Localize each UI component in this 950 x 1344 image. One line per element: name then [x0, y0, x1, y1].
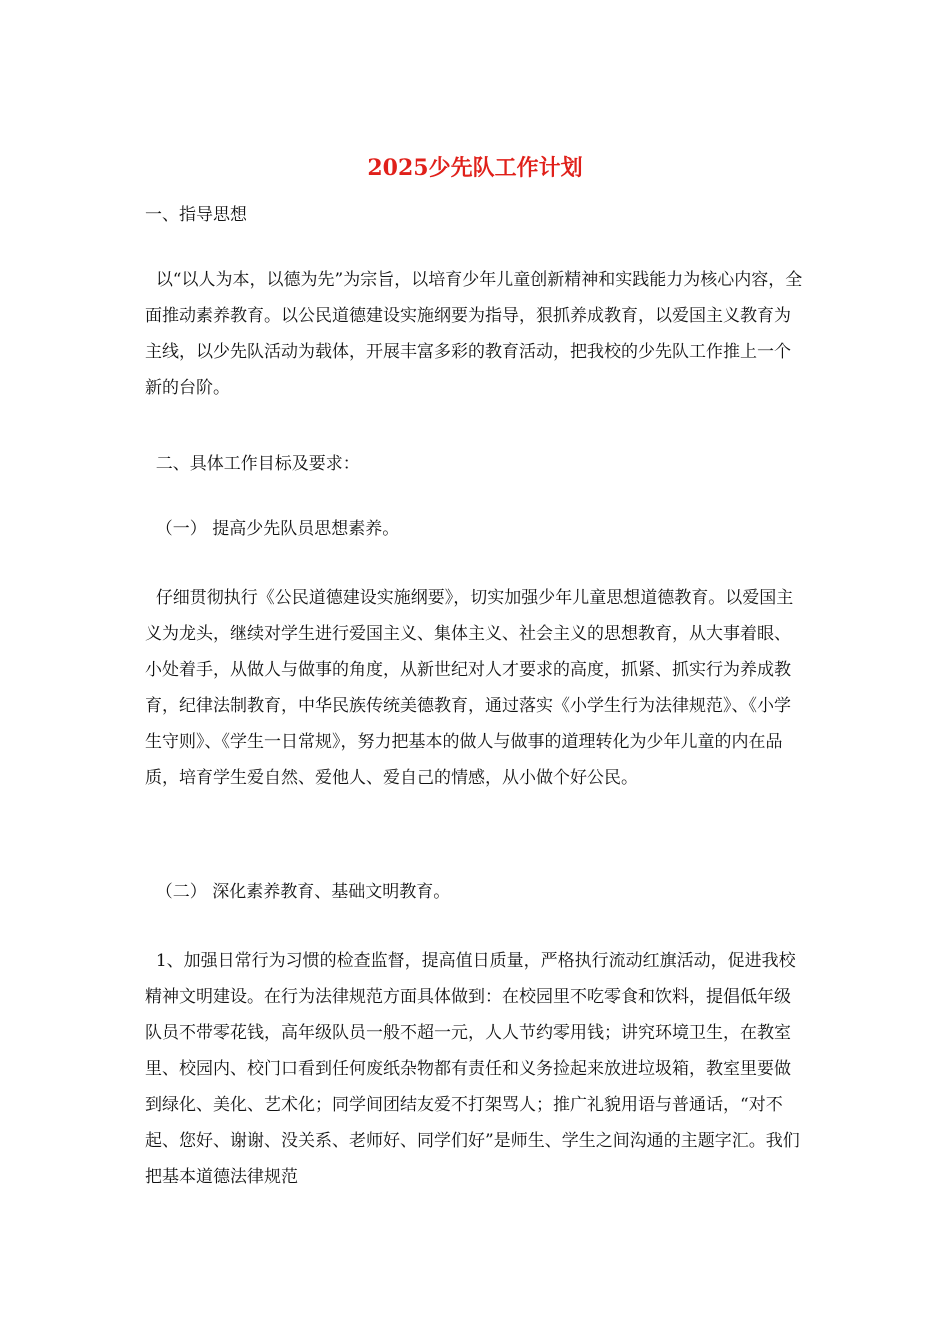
document-title: 2025少先队工作计划: [367, 155, 583, 181]
subsection-heading-thought-quality: （一） 提高少先队员思想素养。: [145, 519, 400, 539]
section-heading-goals: 二、具体工作目标及要求：: [145, 454, 360, 474]
subsection-heading-civility-education: （二） 深化素养教育、基础文明教育。: [145, 882, 451, 902]
paragraph-daily-behavior: 1、加强日常行为习惯的检查监督，提高值日质量，严格执行流动红旗活动，促进我校精神文明建设。在行为法律规范方面具体做到：在校园里不吃零食和饮料，提倡低年级队员不带零花钱，高年级队员一般不超一元，人人节约零用钱；讲究环境卫生，在教室里、校园内、校门口看到任何废纸杂物都有责任和义务捡起来放进垃圾箱，教室里要做到绿化、美化、艺术化；同学间团结友爱不打架骂人；推广礼貌用语与普通话，“对不起、您好、谢谢、没关系、老师好、同学们好”是师生、学生之间沟通的主题字汇。我们把基本道德法律规范: [145, 951, 800, 1187]
paragraph-guiding-ideology: 以“以人为本，以德为先”为宗旨，以培育少年儿童创新精神和实践能力为核心内容，全面推动素养教育。以公民道德建设实施纲要为指导，狠抓养成教育，以爱国主义教育为主线，以少先队活动为载体，开展丰富多彩的教育活动，把我校的少先队工作推上一个新的台阶。: [145, 270, 803, 398]
section-heading-guiding-ideology: 一、指导思想: [145, 205, 247, 225]
paragraph-thought-quality: 仔细贯彻执行《公民道德建设实施纲要》，切实加强少年儿童思想道德教育。以爱国主义为龙头，继续对学生进行爱国主义、集体主义、社会主义的思想教育，从大事着眼、小处着手，从做人与做事的角度，从新世纪对人才要求的高度，抓紧、抓实行为养成教育，纪律法制教育，中华民族传统美德教育，通过落实《小学生行为法律规范》、《小学生守则》、《学生一日常规》，努力把基本的做人与做事的道理转化为少年儿童的内在品质，培育学生爱自然、爱他人、爱自己的情感，从小做个好公民。: [145, 588, 794, 788]
